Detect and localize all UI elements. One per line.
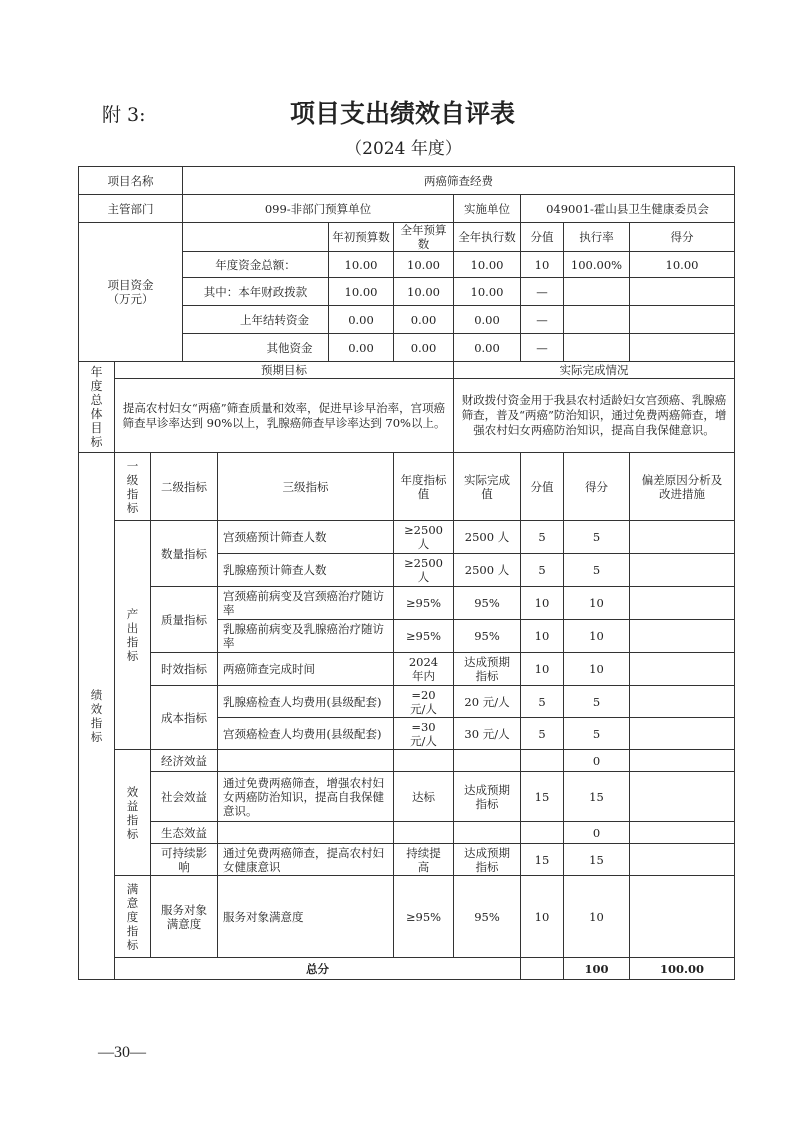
level3 <box>218 822 394 844</box>
level3: 乳腺癌检查人均费用(县级配套) <box>218 686 394 718</box>
funding-row-executed: 0.00 <box>454 334 521 362</box>
score: 5 <box>564 521 630 554</box>
deviation <box>630 620 735 653</box>
indicator-row <box>79 750 735 772</box>
level2-cost: 成本指标 <box>151 686 218 750</box>
funding-row-name: 上年结转资金 <box>183 306 329 334</box>
goals-actual-header: 实际完成情况 <box>454 362 735 379</box>
funding-row-executed: 10.00 <box>454 252 521 278</box>
header-actual: 实际完成值 <box>454 453 521 521</box>
funding-header-row <box>79 223 735 252</box>
score: 10 <box>564 653 630 686</box>
score-value: 5 <box>521 686 564 718</box>
header-level1: 一级指标 <box>115 453 151 521</box>
level3 <box>218 750 394 772</box>
header-level2: 二级指标 <box>151 453 218 521</box>
goals-expected-header: 预期目标 <box>115 362 454 379</box>
score: 10 <box>564 587 630 620</box>
actual: 2500 人 <box>454 554 521 587</box>
score-value: 5 <box>521 718 564 750</box>
funding-row-name: 年度资金总额： <box>183 252 329 278</box>
funding-row-executed: 0.00 <box>454 306 521 334</box>
funding-row-score: 10.00 <box>630 252 735 278</box>
deviation <box>630 686 735 718</box>
actual <box>454 750 521 772</box>
target: ≥2500人 <box>394 554 454 587</box>
indicator-row <box>79 844 735 876</box>
funding-row-rate: 100.00% <box>564 252 630 278</box>
score: 5 <box>564 718 630 750</box>
actual: 达成预期指标 <box>454 844 521 876</box>
actual: 95% <box>454 587 521 620</box>
level3: 乳腺癌预计筛查人数 <box>218 554 394 587</box>
indicator-row <box>79 686 735 718</box>
level2-economic: 经济效益 <box>151 750 218 772</box>
funding-header-annual: 全年预算数 <box>394 223 454 252</box>
target: ≥95% <box>394 620 454 653</box>
implementer-value: 049001-霍山县卫生健康委员会 <box>521 195 735 223</box>
level1-output: 产出指标 <box>115 521 151 750</box>
funding-row-annual: 0.00 <box>394 334 454 362</box>
funding-blank-header <box>183 223 329 252</box>
indicator-row <box>79 876 735 958</box>
funding-row-rate <box>564 306 630 334</box>
funding-row-rate <box>564 334 630 362</box>
target: 2024 年内 <box>394 653 454 686</box>
funding-row-initial: 0.00 <box>329 334 394 362</box>
score-value: 10 <box>521 620 564 653</box>
funding-row-initial: 10.00 <box>329 278 394 306</box>
target: ≥2500人 <box>394 521 454 554</box>
level3: 宫颈癌前病变及宫颈癌治疗随访率 <box>218 587 394 620</box>
level2-timeliness: 时效指标 <box>151 653 218 686</box>
funding-header-score: 得分 <box>630 223 735 252</box>
score-value: 10 <box>521 876 564 958</box>
target: 持续提高 <box>394 844 454 876</box>
header-target: 年度指标值 <box>394 453 454 521</box>
level3: 宫颈癌预计筛查人数 <box>218 521 394 554</box>
total-score: 100.00 <box>630 958 735 980</box>
target <box>394 750 454 772</box>
score-value: 10 <box>521 587 564 620</box>
deviation <box>630 876 735 958</box>
level3: 服务对象满意度 <box>218 876 394 958</box>
actual: 30 元/人 <box>454 718 521 750</box>
funding-row-score-value: — <box>521 334 564 362</box>
project-name-value: 两癌筛查经费 <box>183 167 735 195</box>
funding-header-score-value: 分值 <box>521 223 564 252</box>
page-number: —30— <box>98 1044 146 1061</box>
actual: 2500 人 <box>454 521 521 554</box>
project-name-label: 项目名称 <box>79 167 183 195</box>
deviation <box>630 718 735 750</box>
funding-row-score <box>630 278 735 306</box>
score-value <box>521 822 564 844</box>
indicators-section-label: 绩效指标 <box>79 453 115 980</box>
total-row <box>79 958 735 980</box>
department-row <box>79 195 735 223</box>
funding-row-score <box>630 306 735 334</box>
deviation <box>630 653 735 686</box>
goals-label: 年度总体目标 <box>79 362 115 453</box>
funding-row-name: 其中：本年财政拨款 <box>183 278 329 306</box>
target: =20 元/人 <box>394 686 454 718</box>
funding-label-line2: （万元） <box>107 292 154 306</box>
funding-row-initial: 0.00 <box>329 306 394 334</box>
funding-header-executed: 全年执行数 <box>454 223 521 252</box>
header-deviation: 偏差原因分析及改进措施 <box>630 453 735 521</box>
funding-row-initial: 10.00 <box>329 252 394 278</box>
target: =30 元/人 <box>394 718 454 750</box>
funding-row-rate <box>564 278 630 306</box>
level2-quantity: 数量指标 <box>151 521 218 587</box>
indicator-row <box>79 521 735 554</box>
score-value: 10 <box>521 653 564 686</box>
self-evaluation-table <box>78 166 735 980</box>
level3: 宫颈癌检查人均费用(县级配套) <box>218 718 394 750</box>
score: 5 <box>564 554 630 587</box>
actual: 达成预期指标 <box>454 653 521 686</box>
deviation <box>630 587 735 620</box>
level1-satisfaction: 满意度指标 <box>115 876 151 958</box>
indicator-row <box>79 822 735 844</box>
goals-actual-text: 财政拨付资金用于我县农村适龄妇女宫颈癌、乳腺癌筛查，普及“两癌”防治知识，通过免费两癌筛查，增强农村妇女两癌防治知识，提高自我保健意识。 <box>454 379 735 453</box>
indicator-row <box>79 772 735 822</box>
funding-label-line1: 项目资金 <box>107 278 154 292</box>
funding-row-score-value: 10 <box>521 252 564 278</box>
level3: 通过免费两癌筛查，提高农村妇女健康意识 <box>218 844 394 876</box>
indicator-row <box>79 653 735 686</box>
deviation <box>630 521 735 554</box>
actual <box>454 822 521 844</box>
department-value: 099-非部门预算单位 <box>183 195 454 223</box>
header-score: 得分 <box>564 453 630 521</box>
indicators-header-row <box>79 453 735 521</box>
deviation <box>630 822 735 844</box>
indicator-row <box>79 587 735 620</box>
funding-header-rate: 执行率 <box>564 223 630 252</box>
target <box>394 822 454 844</box>
actual: 95% <box>454 876 521 958</box>
actual: 20 元/人 <box>454 686 521 718</box>
deviation <box>630 554 735 587</box>
total-label: 总分 <box>115 958 521 980</box>
funding-row-annual: 10.00 <box>394 278 454 306</box>
department-label: 主管部门 <box>79 195 183 223</box>
deviation <box>630 772 735 822</box>
funding-label <box>79 223 183 362</box>
score: 10 <box>564 876 630 958</box>
level3: 两癌筛查完成时间 <box>218 653 394 686</box>
level2-ecological: 生态效益 <box>151 822 218 844</box>
score-value: 15 <box>521 772 564 822</box>
funding-row-score-value: — <box>521 306 564 334</box>
level2-quality: 质量指标 <box>151 587 218 653</box>
funding-row-annual: 0.00 <box>394 306 454 334</box>
level3: 通过免费两癌筛查，增强农村妇女两癌防治知识，提高自我保健意识。 <box>218 772 394 822</box>
header-level3: 三级指标 <box>218 453 394 521</box>
score: 15 <box>564 844 630 876</box>
funding-row-score-value: — <box>521 278 564 306</box>
actual: 95% <box>454 620 521 653</box>
goals-content-row <box>79 379 735 453</box>
score: 10 <box>564 620 630 653</box>
actual: 达成预期指标 <box>454 772 521 822</box>
target: 达标 <box>394 772 454 822</box>
score: 0 <box>564 822 630 844</box>
target: ≥95% <box>394 587 454 620</box>
page-title: 项目支出绩效自评表 <box>289 99 515 128</box>
funding-row-annual: 10.00 <box>394 252 454 278</box>
target: ≥95% <box>394 876 454 958</box>
implementer-label: 实施单位 <box>454 195 521 223</box>
funding-row-score <box>630 334 735 362</box>
score: 0 <box>564 750 630 772</box>
total-blank <box>521 958 564 980</box>
level3: 乳腺癌前病变及乳腺癌治疗随访率 <box>218 620 394 653</box>
deviation <box>630 844 735 876</box>
goals-header-row <box>79 362 735 379</box>
score-value: 5 <box>521 521 564 554</box>
header-score-value: 分值 <box>521 453 564 521</box>
score: 5 <box>564 686 630 718</box>
funding-row-executed: 10.00 <box>454 278 521 306</box>
level2-sustainable: 可持续影响 <box>151 844 218 876</box>
funding-row-name: 其他资金 <box>183 334 329 362</box>
score: 15 <box>564 772 630 822</box>
funding-header-initial: 年初预算数 <box>329 223 394 252</box>
goals-expected-text: 提高农村妇女“两癌”筛查质量和效率，促进早诊早治率，宫项癌筛查早诊率达到 90%以上，乳腺癌筛查早诊率达到 70%以上。 <box>115 379 454 453</box>
level1-benefit: 效益指标 <box>115 750 151 876</box>
score-value: 5 <box>521 554 564 587</box>
score-value: 15 <box>521 844 564 876</box>
score-value <box>521 750 564 772</box>
page-subtitle: （2024 年度） <box>345 139 462 159</box>
total-score-value: 100 <box>564 958 630 980</box>
deviation <box>630 750 735 772</box>
level2-service-satisfaction: 服务对象满意度 <box>151 876 218 958</box>
attachment-label: 附 3: <box>102 104 146 126</box>
level2-social: 社会效益 <box>151 772 218 822</box>
project-name-row <box>79 167 735 195</box>
